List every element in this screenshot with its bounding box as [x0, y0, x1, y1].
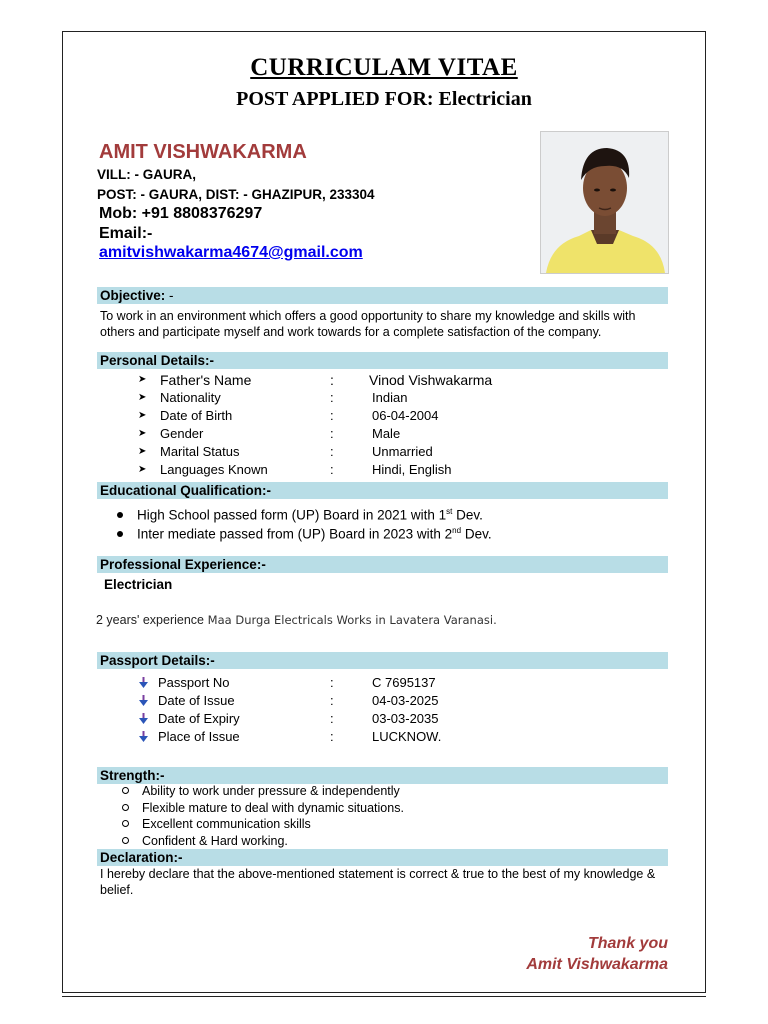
detail-value: Unmarried [372, 444, 433, 459]
strength-text: Ability to work under pressure & independently [142, 784, 400, 798]
strength-item [122, 833, 288, 849]
detail-label: Marital Status [160, 444, 240, 459]
section-declaration-header: Declaration:- [97, 849, 668, 866]
detail-colon: : [330, 444, 334, 459]
passport-colon: : [330, 711, 334, 726]
passport-label: Date of Expiry [158, 711, 240, 726]
strength-item [122, 816, 311, 832]
strength-text: Flexible mature to deal with dynamic situations. [142, 800, 404, 815]
detail-colon: : [330, 462, 334, 477]
experience-detail: Maa Durga Electricals Works in Lavatera Varanasi. [204, 613, 497, 627]
passport-label: Passport No [158, 675, 230, 690]
detail-colon: : [330, 372, 334, 388]
signoff-thanks: Thank you [587, 935, 668, 952]
objective-text: To work in an environment which offers a good opportunity to share my knowledge and skills with others and participate myself and work towards for a complete satisfaction of the company. [100, 309, 636, 339]
address-village: VILL: - GAURA, [97, 167, 196, 182]
experience-summary [96, 613, 497, 627]
document-title: CURRICULAM VITAE [250, 54, 518, 81]
circle-bullet-icon [122, 837, 129, 844]
down-arrow-bullet-icon [138, 728, 149, 747]
education-division: Dev. [452, 507, 483, 523]
detail-label: Gender [160, 426, 204, 441]
down-arrow-bullet-icon [138, 710, 149, 729]
passport-label: Date of Issue [158, 693, 235, 708]
arrow-bullet-icon: ➤ [138, 428, 147, 439]
section-personal-header: Personal Details:- [97, 352, 668, 369]
profile-photo [540, 131, 669, 274]
detail-value: 06-04-2004 [372, 408, 439, 423]
education-text: High School passed form (UP) Board in 2021 with 1 [137, 507, 447, 523]
post-applied: POST APPLIED FOR: Electrician [236, 88, 532, 110]
candidate-name: AMIT VISHWAKARMA [99, 141, 307, 163]
detail-label: Date of Birth [160, 408, 233, 423]
mobile-number: Mob: +91 8808376297 [99, 205, 263, 222]
education-item [117, 522, 492, 540]
down-arrow-bullet-icon [138, 674, 149, 693]
circle-bullet-icon [122, 820, 129, 827]
detail-colon: : [330, 390, 334, 405]
detail-value: Male [372, 426, 401, 441]
down-arrow-bullet-icon [138, 692, 149, 711]
detail-value: Indian [372, 390, 408, 405]
signoff-name: Amit Vishwakarma [526, 956, 668, 973]
detail-value: Vinod Vishwakarma [369, 372, 493, 388]
address-post: POST: - GAURA, DIST: - GHAZIPUR, 233304 [97, 187, 375, 202]
passport-colon: : [330, 729, 334, 744]
circle-bullet-icon [122, 787, 129, 794]
bullet-dot-icon [117, 512, 123, 518]
email-link[interactable]: amitvishwakarma4674@gmail.com [99, 244, 363, 261]
bullet-dot-icon [117, 531, 123, 537]
arrow-bullet-icon: ➤ [138, 392, 147, 403]
detail-label: Nationality [160, 390, 221, 405]
education-text: Inter mediate passed from (UP) Board in 2023 with 2 [137, 526, 453, 542]
arrow-bullet-icon: ➤ [138, 464, 147, 475]
education-ordinal: st [446, 507, 453, 516]
education-item [117, 503, 483, 521]
section-experience-header: Professional Experience:- [97, 556, 668, 573]
passport-value: LUCKNOW. [372, 729, 442, 744]
strength-item [122, 800, 404, 816]
education-division: Dev. [461, 526, 492, 542]
strength-text: Excellent communication skills [142, 817, 311, 831]
arrow-bullet-icon: ➤ [138, 374, 147, 385]
detail-label: Languages Known [160, 462, 268, 477]
passport-colon: : [330, 675, 334, 690]
passport-value: C 7695137 [372, 675, 436, 690]
passport-value: 03-03-2035 [372, 711, 439, 726]
passport-colon: : [330, 693, 334, 708]
detail-label: Father's Name [160, 372, 252, 388]
circle-bullet-icon [122, 804, 129, 811]
strength-text: Confident & Hard working. [142, 833, 288, 848]
detail-value: Hindi, English [372, 462, 452, 477]
passport-label: Place of Issue [158, 729, 240, 744]
education-ordinal: nd [452, 526, 462, 535]
arrow-bullet-icon: ➤ [138, 446, 147, 457]
detail-colon: : [330, 426, 334, 441]
email-label: Email:- [99, 225, 153, 242]
strength-item [122, 783, 400, 799]
section-objective-header: Objective: - [97, 287, 668, 304]
section-passport-header: Passport Details:- [97, 652, 668, 669]
experience-years: 2 years' experience [96, 613, 205, 627]
passport-value: 04-03-2025 [372, 693, 439, 708]
section-strength-header: Strength:- [97, 767, 668, 784]
arrow-bullet-icon: ➤ [138, 410, 147, 421]
declaration-text: I hereby declare that the above-mentioned statement is correct & true to the best of my knowledge & belief. [100, 867, 656, 897]
detail-colon: : [330, 408, 334, 423]
section-education-header: Educational Qualification:- [97, 482, 668, 499]
experience-role: Electrician [104, 577, 173, 592]
